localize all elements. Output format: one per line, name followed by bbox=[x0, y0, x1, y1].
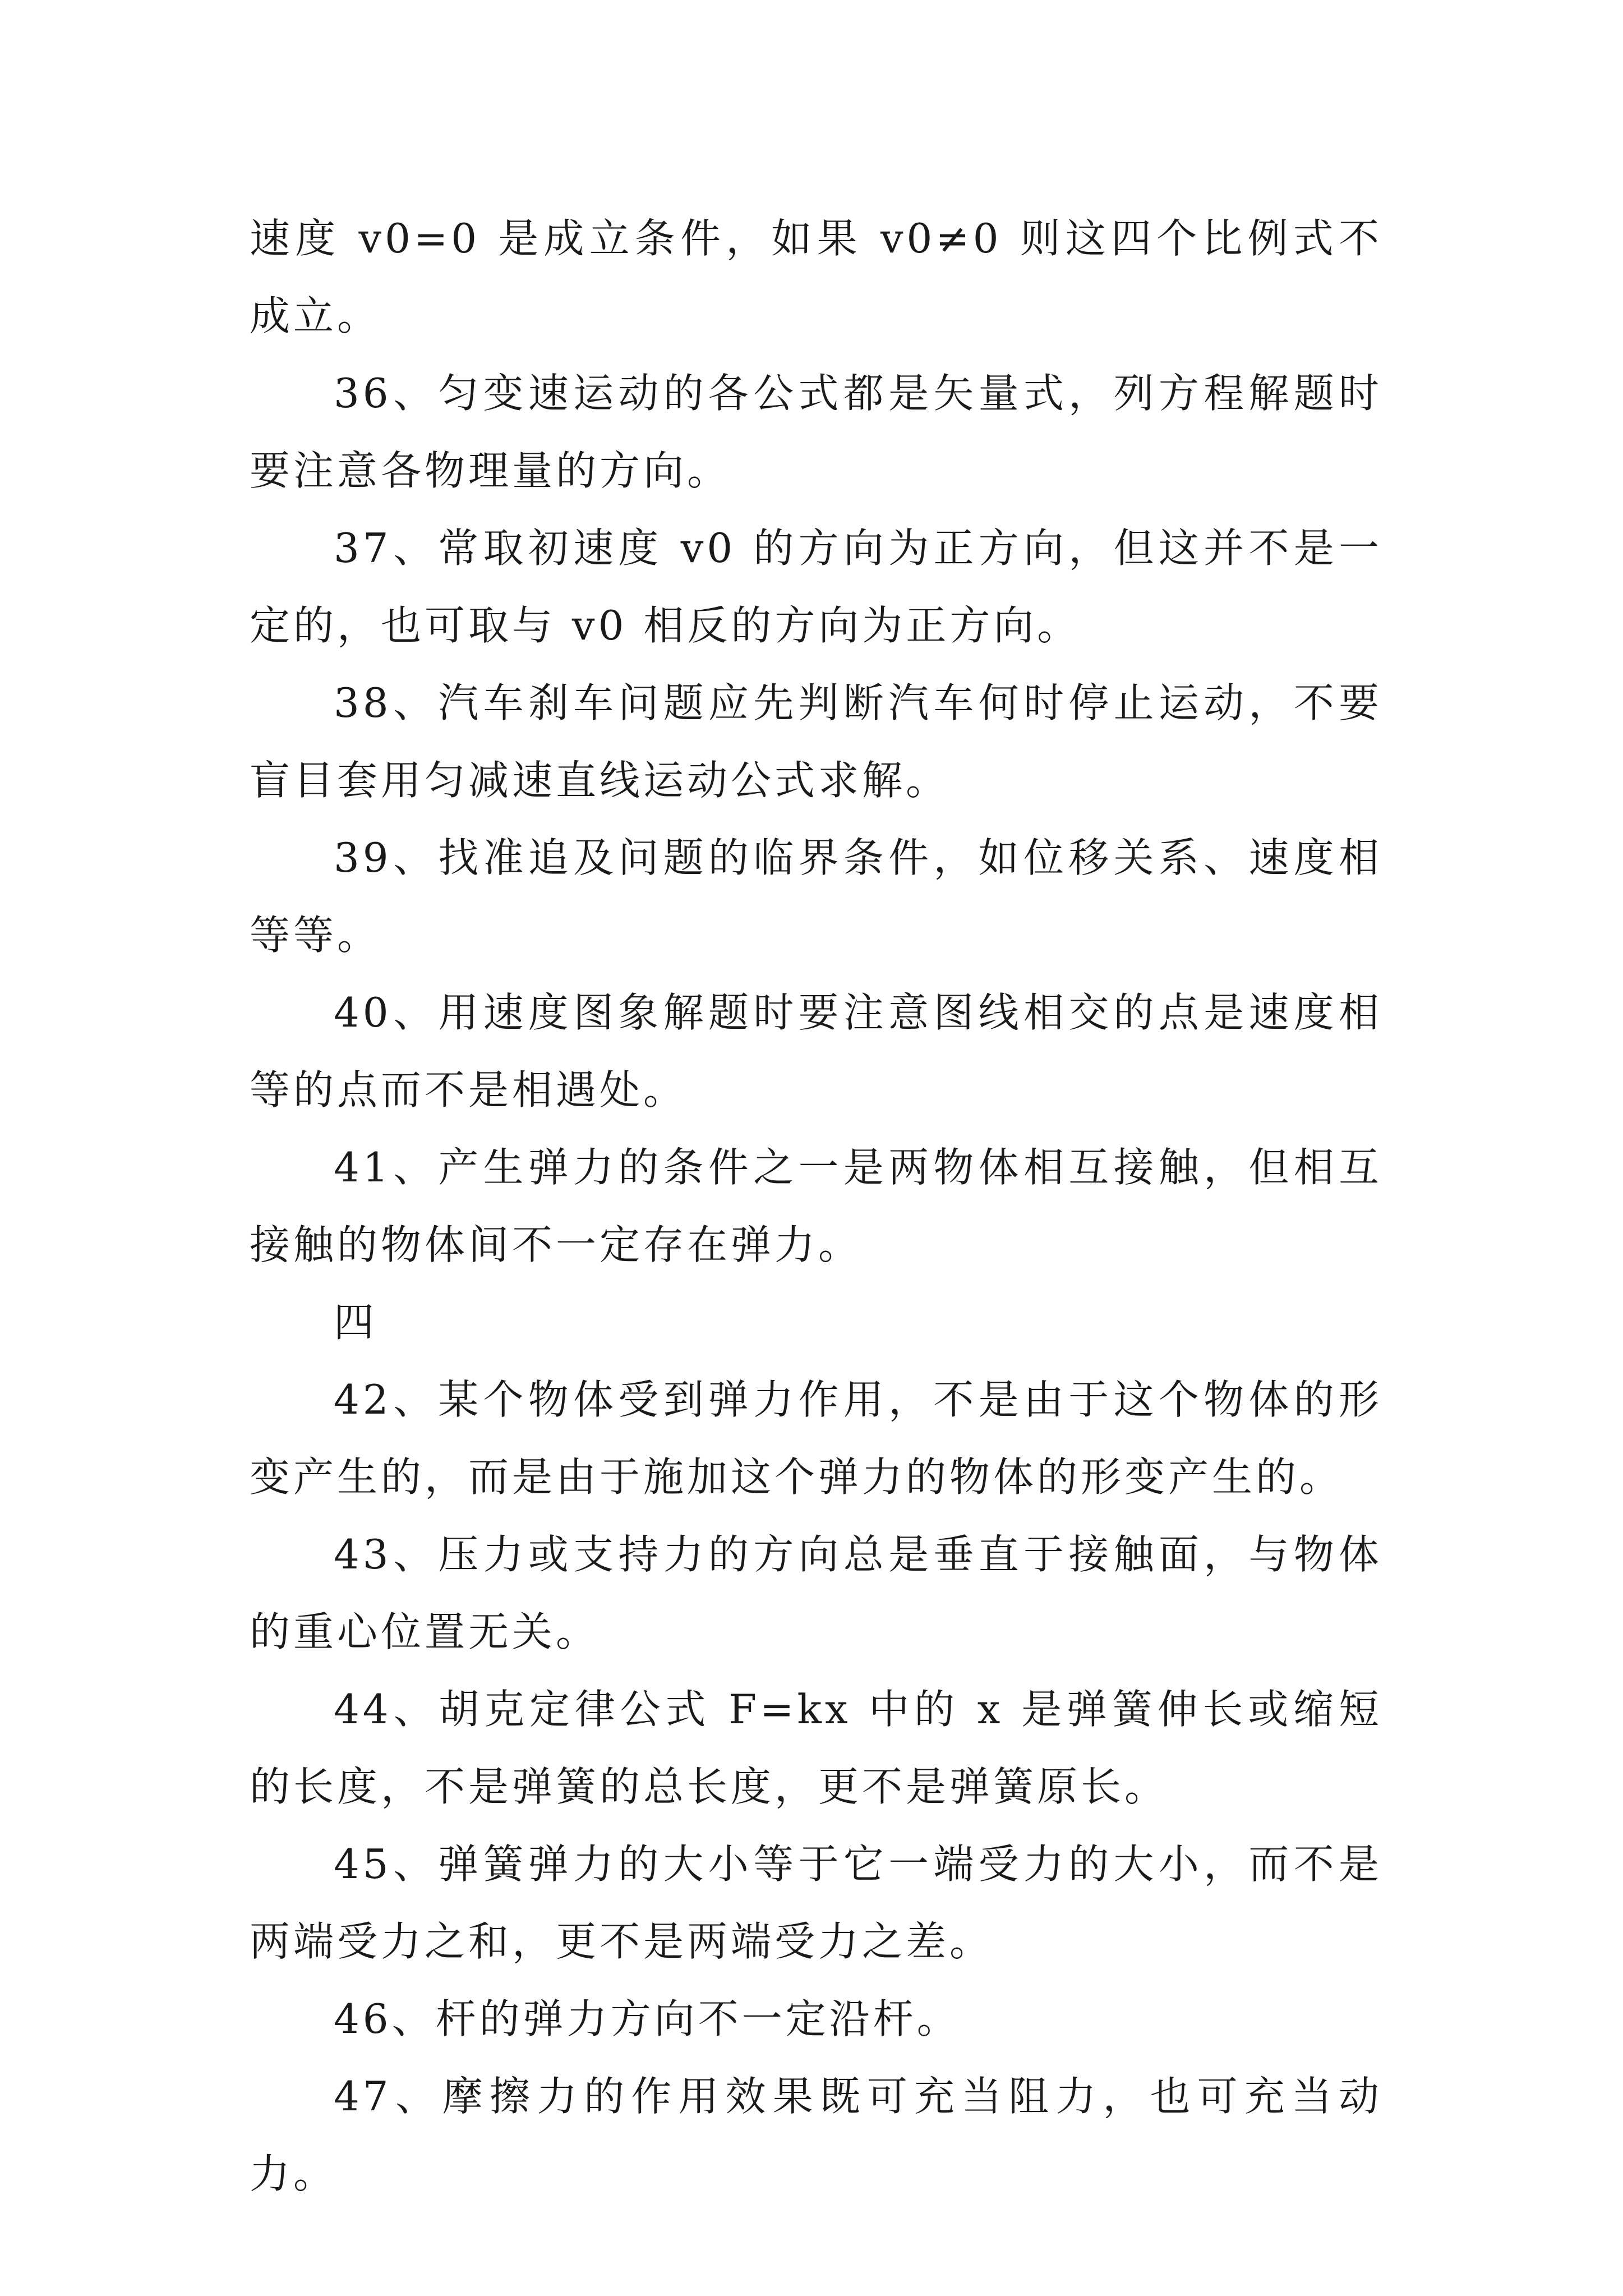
section-heading: 四 bbox=[334, 1299, 378, 1346]
paragraph-46: 46、杆的弹力方向不一定沿杆。 bbox=[334, 1995, 961, 2042]
paragraph-36: 36、匀变速运动的各公式都是矢量式，列方程解题时要注意各物理量的方向。 bbox=[250, 370, 1382, 494]
paragraph-40: 40、用速度图象解题时要注意图线相交的点是速度相等的点而不是相遇处。 bbox=[250, 989, 1382, 1114]
paragraph-continuation: 速度 v0=0 是成立条件，如果 v0≠0 则这四个比例式不成立。 bbox=[250, 215, 1382, 339]
paragraph-43: 43、压力或支持力的方向总是垂直于接触面，与物体的重心位置无关。 bbox=[250, 1531, 1382, 1655]
paragraph-42: 42、某个物体受到弹力作用，不是由于这个物体的形变产生的，而是由于施加这个弹力的物体的形变产生的。 bbox=[250, 1376, 1382, 1501]
paragraph-39: 39、找准追及问题的临界条件，如位移关系、速度相等等。 bbox=[250, 834, 1382, 959]
paragraph-38: 38、汽车刹车问题应先判断汽车何时停止运动，不要盲目套用匀减速直线运动公式求解。 bbox=[250, 679, 1382, 804]
paragraph-41: 41、产生弹力的条件之一是两物体相互接触，但相互接触的物体间不一定存在弹力。 bbox=[250, 1144, 1382, 1268]
paragraph-44: 44、胡克定律公式 F=kx 中的 x 是弹簧伸长或缩短的长度，不是弹簧的总长度，更不是弹簧原长。 bbox=[250, 1686, 1382, 1810]
paragraph-37: 37、常取初速度 v0 的方向为正方向，但这并不是一定的，也可取与 v0 相反的方向为正方向。 bbox=[250, 524, 1382, 649]
document-body bbox=[250, 200, 1382, 2212]
paragraph-45: 45、弹簧弹力的大小等于它一端受力的大小，而不是两端受力之和，更不是两端受力之差。 bbox=[250, 1841, 1382, 1965]
paragraph-47: 47、摩擦力的作用效果既可充当阻力，也可充当动力。 bbox=[250, 2073, 1382, 2197]
